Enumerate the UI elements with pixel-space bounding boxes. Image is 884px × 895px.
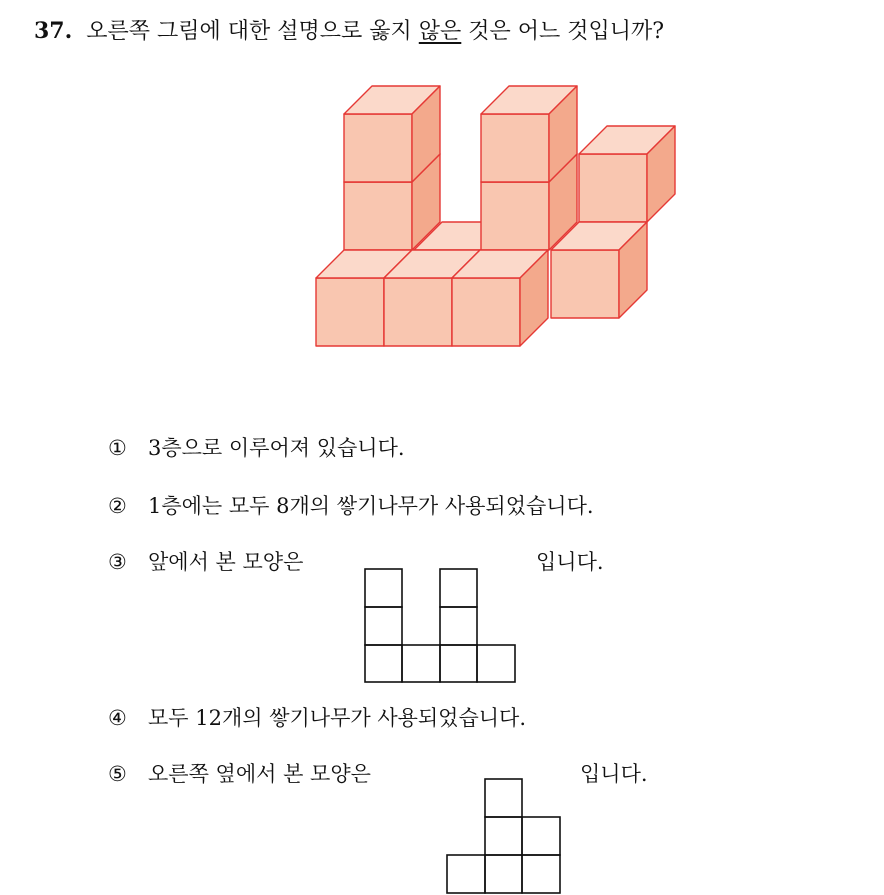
- question-number: 37.: [34, 18, 73, 44]
- front-view-cell: [440, 569, 477, 607]
- cube-front-face: [452, 278, 520, 346]
- front-view-cell: [402, 645, 440, 682]
- question-text-before: 오른쪽 그림에 대한 설명으로 옳지: [86, 19, 419, 44]
- question-text-underlined: 않은: [418, 19, 462, 44]
- option-1-marker: ①: [108, 436, 127, 460]
- option-4-text: 모두 12개의 쌓기나무가 사용되었습니다.: [148, 706, 526, 730]
- option-1: [108, 432, 405, 462]
- front-view-grid: [364, 568, 518, 684]
- front-view-cell: [440, 645, 477, 682]
- cube-front-face: [344, 182, 412, 250]
- front-view-cell: [477, 645, 515, 682]
- right-view-cell: [485, 855, 522, 893]
- option-2-text: 1층에는 모두 8개의 쌓기나무가 사용되었습니다.: [148, 494, 594, 518]
- right-view-cell: [522, 817, 560, 855]
- cube-front-face: [481, 182, 549, 250]
- option-2: [108, 490, 594, 520]
- front-view-cell: [365, 569, 402, 607]
- front-view-cell: [365, 607, 402, 645]
- cube-front-face: [384, 278, 452, 346]
- question-text-after: 것은 어느 것입니까?: [461, 19, 665, 44]
- cube-front-face: [551, 250, 619, 318]
- cube-front-face: [481, 114, 549, 182]
- option-1-text: 3층으로 이루어져 있습니다.: [148, 436, 405, 460]
- option-5: [108, 758, 371, 788]
- right-view-cell: [485, 779, 522, 817]
- option-2-marker: ②: [108, 494, 127, 518]
- cube-front-face: [344, 114, 412, 182]
- right-view-grid: [446, 778, 564, 895]
- option-5-marker: ⑤: [108, 762, 127, 786]
- option-4: [108, 702, 526, 732]
- cube-front-face: [316, 278, 384, 346]
- option-3-text: 앞에서 본 모양은: [148, 550, 304, 574]
- option-5-text: 오른쪽 옆에서 본 모양은: [148, 762, 371, 786]
- front-view-cell: [365, 645, 402, 682]
- right-view-cell: [485, 817, 522, 855]
- right-view-cell: [522, 855, 560, 893]
- right-view-cell: [447, 855, 485, 893]
- cube-front-face: [579, 154, 647, 222]
- option-3-tail: 입니다.: [536, 550, 604, 574]
- option-5-tail: 입니다.: [580, 762, 648, 786]
- front-view-cell: [440, 607, 477, 645]
- cube-group: [316, 86, 675, 346]
- option-3-marker: ③: [108, 550, 127, 574]
- option-3: [108, 546, 303, 576]
- option-4-marker: ④: [108, 706, 127, 730]
